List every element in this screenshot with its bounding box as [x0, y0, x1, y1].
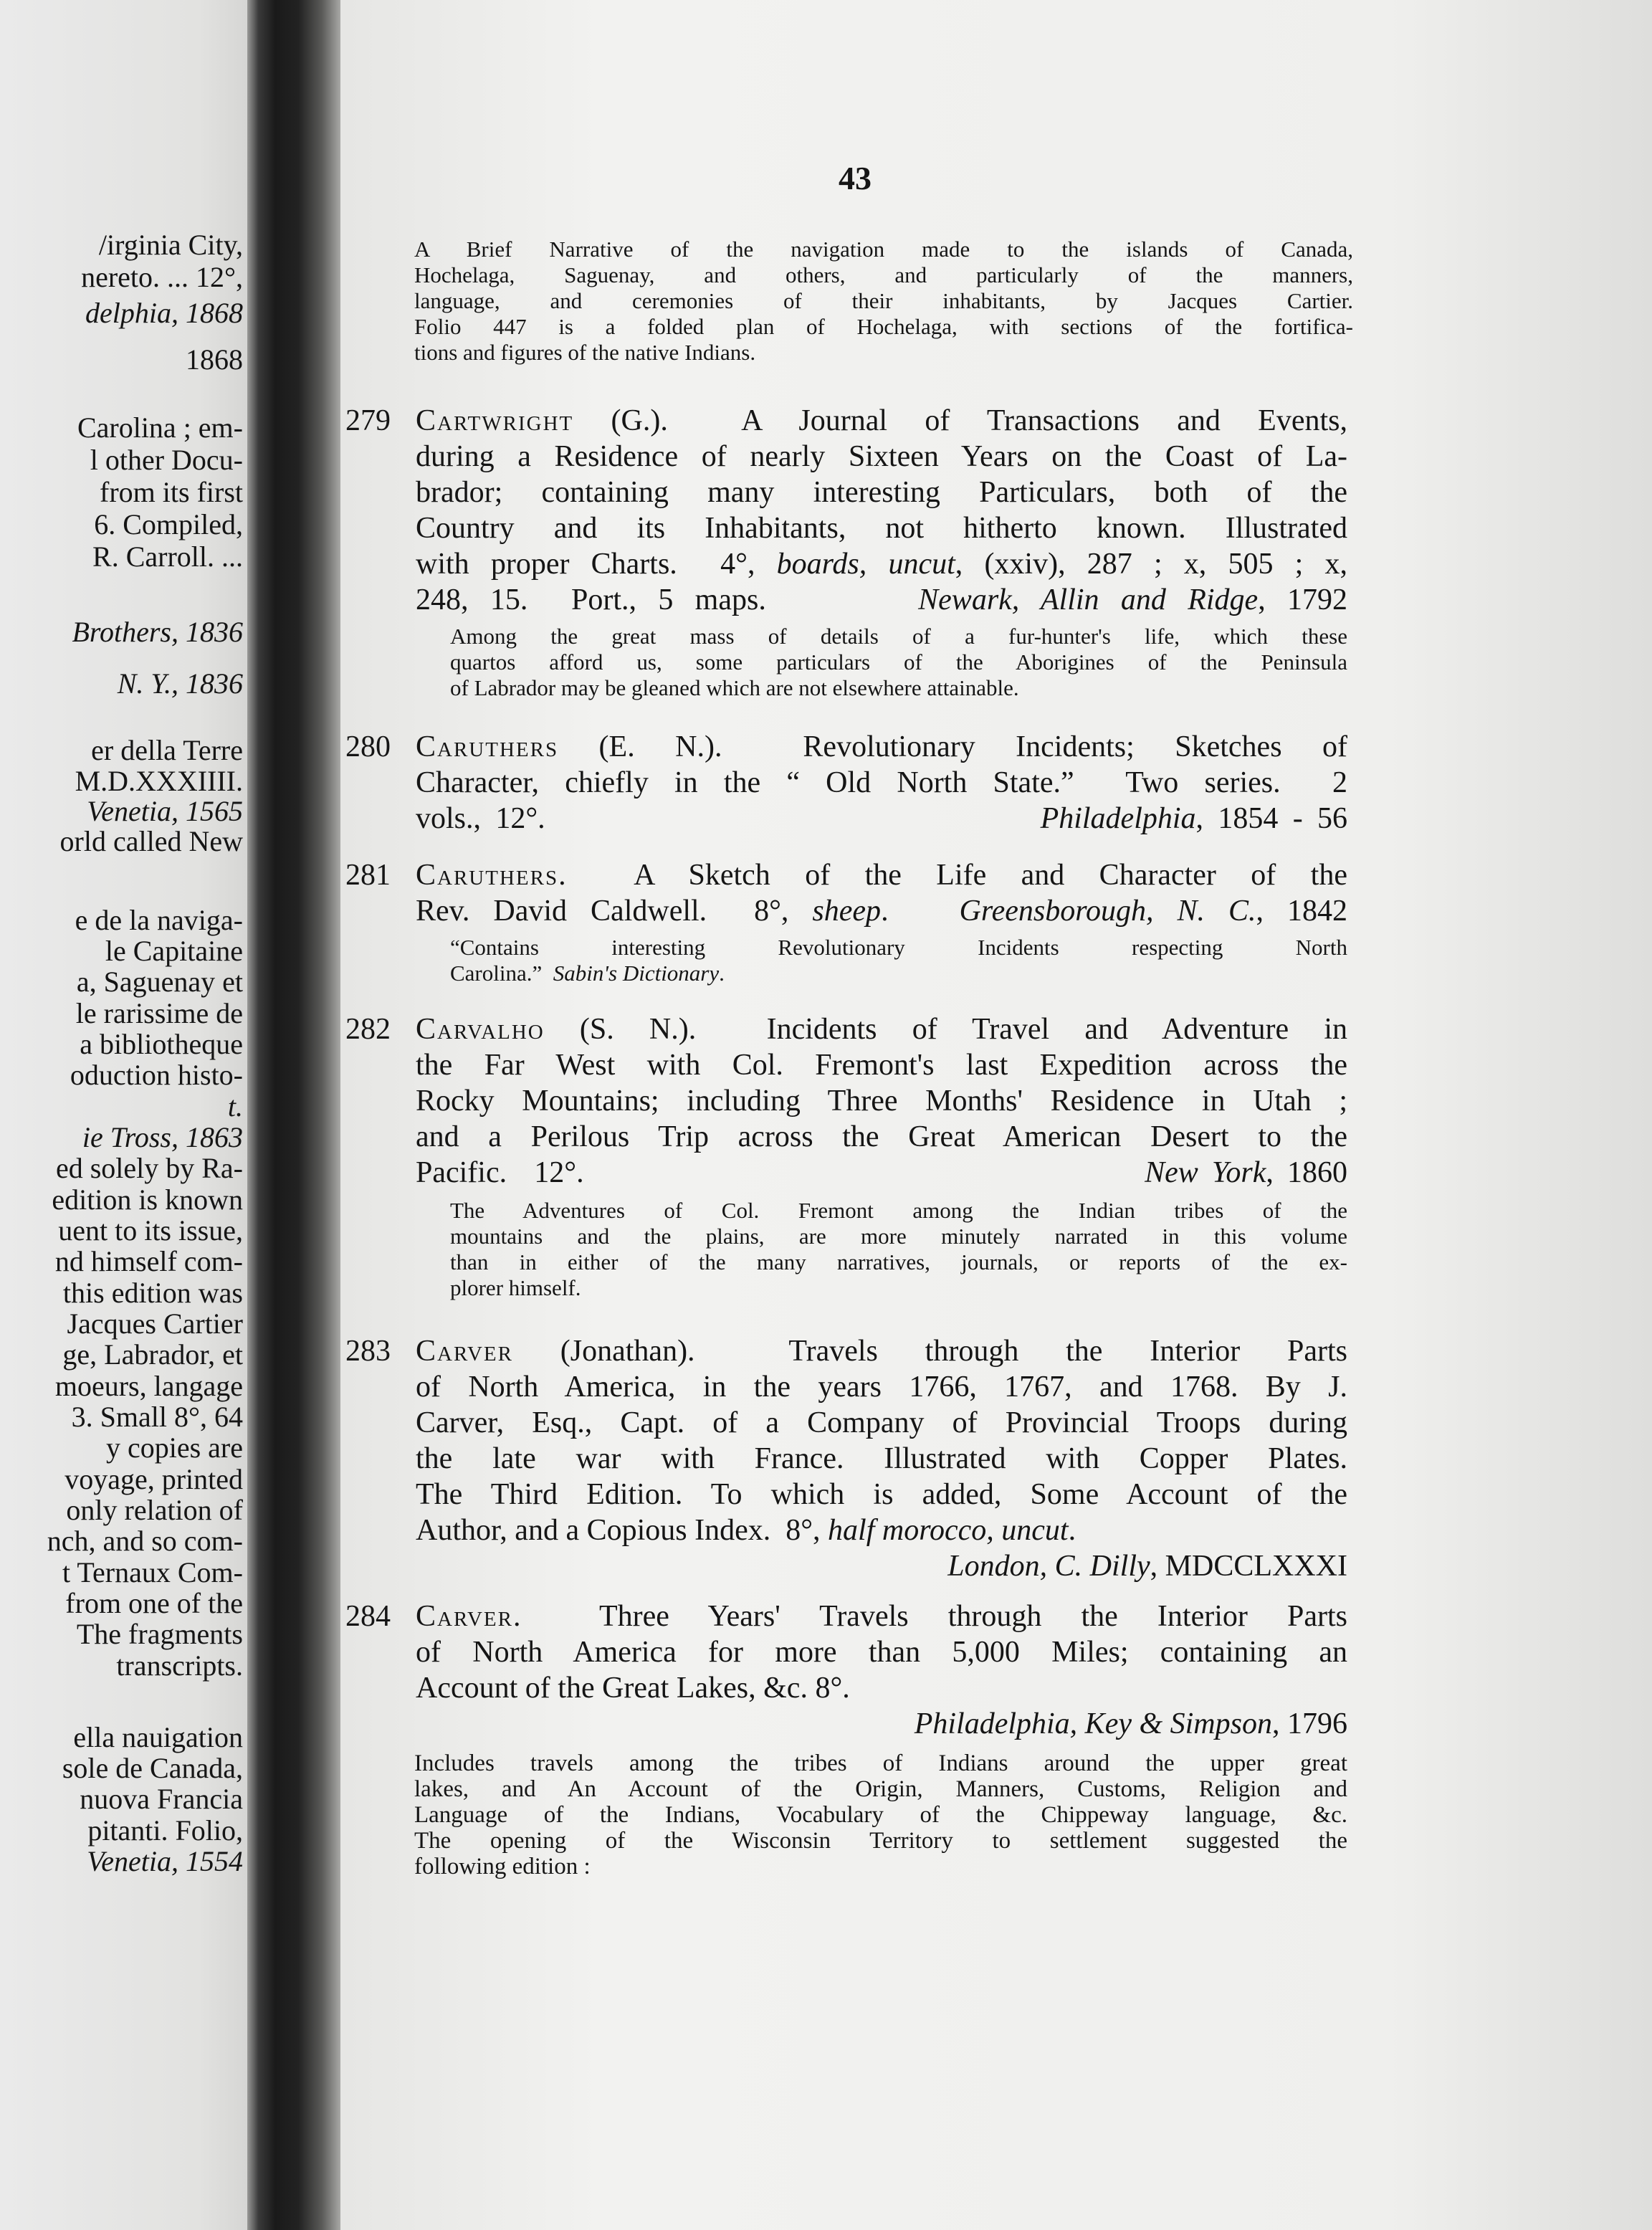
intro-note-line: A Brief Narrative of the navigation made to the islands of Canada,: [414, 237, 1353, 262]
left-page-line: N. Y., 1836: [117, 667, 243, 700]
entry-line: with proper Charts. 4°, boards, uncut, (xxiv), 287 ; x, 505 ; x,: [416, 548, 1347, 581]
entry-line: vols., 12°. Philadelphia, 1854 - 56: [416, 802, 1347, 835]
left-page-line: pitanti. Folio,: [87, 1814, 243, 1847]
entry-line: the late war with France. Illustrated with Copper Plates.: [416, 1442, 1347, 1475]
left-page-line: ge, Labrador, et: [62, 1338, 243, 1371]
left-page-line: 1868: [186, 343, 243, 376]
entry-line: and a Perilous Trip across the Great American Desert to the: [416, 1120, 1347, 1153]
left-page-line: nd himself com-: [54, 1245, 243, 1277]
left-page-line: 3. Small 8°, 64: [71, 1401, 243, 1433]
note-line: following edition :: [414, 1854, 591, 1879]
entry-line: of North America for more than 5,000 Miles; containing an: [416, 1636, 1347, 1669]
left-page-line: R. Carroll. ...: [92, 540, 243, 573]
note-line: lakes, and An Account of the Origin, Manners, Customs, Religion and: [414, 1776, 1347, 1802]
note-line: The opening of the Wisconsin Territory to settlement suggested the: [414, 1828, 1347, 1854]
entry-line: during a Residence of nearly Sixteen Years on the Coast of La-: [416, 440, 1347, 473]
left-page-line: 6. Compiled,: [94, 508, 243, 540]
catalog-entry-281: [416, 857, 1347, 929]
left-facing-page: [0, 0, 247, 2230]
catalog-entry-284: [416, 1598, 1347, 1742]
entry-number: 281: [345, 859, 391, 892]
left-page-line: le rarissime de: [75, 997, 243, 1029]
left-page-line: a, Saguenay et: [76, 966, 243, 998]
entry-line: Account of the Great Lakes, &c. 8°.: [416, 1672, 850, 1705]
left-page-line: uent to its issue,: [58, 1214, 243, 1247]
left-page-line: nereto. ... 12°,: [81, 261, 243, 293]
left-page-line: y copies are: [105, 1431, 243, 1464]
page-number: 43: [839, 160, 872, 196]
note-line: of Labrador may be gleaned which are not elsewhere attainable.: [450, 675, 1019, 700]
catalog-entry-279: [416, 403, 1347, 618]
entry-note: [450, 935, 1347, 986]
note-line: The Adventures of Col. Fremont among the Indian tribes of the: [450, 1198, 1347, 1223]
catalog-entry-282: [416, 1011, 1347, 1191]
left-page-line: e de la naviga-: [75, 904, 243, 936]
left-page-line: le Capitaine: [105, 935, 243, 967]
entry-line: Cartwright (G.). A Journal of Transactions and Events,: [416, 404, 1347, 437]
left-page-line: ie Tross, 1863: [82, 1121, 243, 1153]
entry-line: The Third Edition. To which is added, Some Account of the: [416, 1478, 1347, 1511]
left-page-line: orld called New: [59, 825, 243, 857]
entry-note: [450, 1198, 1347, 1301]
note-line: mountains and the plains, are more minutely narrated in this volume: [450, 1224, 1347, 1249]
entry-number: 282: [345, 1013, 391, 1046]
note-line: plorer himself.: [450, 1275, 581, 1300]
note-line: “Contains interesting Revolutionary Incidents respecting North: [450, 935, 1347, 960]
note-line: Among the great mass of details of a fur-hunter's life, which these: [450, 624, 1347, 649]
entry-number: 279: [345, 404, 391, 437]
note-line: quartos afford us, some particulars of the Aborigines of the Peninsula: [450, 649, 1347, 675]
left-page-line: oduction histo-: [70, 1059, 243, 1091]
left-page-line: Carolina ; em-: [77, 411, 243, 444]
left-page-line: delphia, 1868: [85, 297, 243, 329]
left-page-line: l other Docu-: [90, 444, 243, 476]
entry-line: Carver. Three Years' Travels through the Interior Parts: [416, 1600, 1347, 1633]
left-page-line: t Ternaux Com-: [62, 1556, 243, 1588]
catalog-entry-280: [416, 729, 1347, 837]
left-page-line: voyage, printed: [65, 1463, 243, 1495]
note-line: than in either of the many narratives, journals, or reports of the ex-: [450, 1249, 1347, 1274]
left-page-line: t.: [227, 1090, 243, 1123]
entry-line: brador; containing many interesting Particulars, both of the: [416, 476, 1347, 509]
book-gutter-shadow: [247, 0, 340, 2230]
left-page-line: from its first: [100, 476, 243, 508]
entry-line: Philadelphia, Key & Simpson, 1796: [914, 1707, 1347, 1740]
entry-line: Character, chiefly in the “ Old North State.” Two series. 2: [416, 766, 1347, 799]
entry-line: London, C. Dilly, MDCCLXXXI: [947, 1550, 1347, 1583]
entry-note: [414, 1750, 1347, 1879]
left-page-line: edition is known: [52, 1183, 243, 1216]
entry-line: the Far West with Col. Fremont's last Expedition across the: [416, 1049, 1347, 1082]
entry-note: [450, 624, 1347, 701]
left-page-line: ella nauigation: [73, 1721, 243, 1753]
intro-note-line: tions and figures of the native Indians.: [414, 340, 756, 365]
left-page-line: Jacques Cartier: [67, 1307, 243, 1340]
left-page-line: moeurs, langage: [54, 1370, 243, 1402]
note-line: Includes travels among the tribes of Indians around the upper great: [414, 1750, 1347, 1776]
entry-line: Carvalho (S. N.). Incidents of Travel and Adventure in: [416, 1013, 1347, 1046]
left-page-line: The fragments: [76, 1618, 243, 1650]
left-page-line: M.D.XXXIIII.: [75, 765, 243, 797]
note-line: Carolina.” Sabin's Dictionary.: [450, 961, 725, 986]
entry-line: Carver, Esq., Capt. of a Company of Provincial Troops during: [416, 1406, 1347, 1439]
entry-line: 248, 15. Port., 5 maps. Newark, Allin and Ridge, 1792: [416, 583, 1348, 616]
entry-line: Rev. David Caldwell. 8°, sheep. Greensborough, N. C., 1842: [416, 895, 1348, 928]
entry-number: 280: [345, 730, 391, 763]
left-page-line: transcripts.: [116, 1649, 243, 1682]
catalog-entry-283: [416, 1333, 1347, 1584]
entry-line: Carver (Jonathan). Travels through the Interior Parts: [416, 1335, 1347, 1368]
left-page-line: ed solely by Ra-: [55, 1152, 243, 1184]
entry-line: Caruthers. A Sketch of the Life and Character of the: [416, 859, 1347, 892]
left-page-line: a bibliotheque: [80, 1028, 243, 1060]
intro-note: [414, 237, 1353, 366]
left-page-line: nuova Francia: [80, 1783, 243, 1815]
note-line: Language of the Indians, Vocabulary of the Chippeway language, &c.: [414, 1802, 1347, 1828]
left-page-line: /irginia City,: [98, 229, 243, 261]
left-page-line: from one of the: [65, 1587, 243, 1619]
left-page-line: Brothers, 1836: [72, 616, 243, 648]
entry-line: Caruthers (E. N.). Revolutionary Incidents; Sketches of: [416, 730, 1347, 763]
entry-line: Country and its Inhabitants, not hitherto known. Illustrated: [416, 512, 1347, 545]
entry-number: 284: [345, 1600, 391, 1633]
left-page-line: nch, and so com-: [47, 1525, 243, 1557]
intro-note-line: language, and ceremonies of their inhabitants, by Jacques Cartier.: [414, 288, 1353, 313]
entry-line: Rocky Mountains; including Three Months' Residence in Utah ;: [416, 1085, 1347, 1118]
left-page-line: Venetia, 1565: [87, 795, 243, 827]
left-page-line: sole de Canada,: [62, 1752, 243, 1784]
entry-line: Author, and a Copious Index. 8°, half morocco, uncut.: [416, 1514, 1076, 1547]
left-page-line: er della Terre: [91, 734, 243, 766]
entry-line: of North America, in the years 1766, 1767, and 1768. By J.: [416, 1371, 1347, 1404]
left-page-line: this edition was: [62, 1277, 243, 1309]
entry-number: 283: [345, 1335, 391, 1368]
intro-note-line: Hochelaga, Saguenay, and others, and particularly of the manners,: [414, 262, 1353, 287]
left-page-line: only relation of: [66, 1494, 243, 1526]
intro-note-line: Folio 447 is a folded plan of Hochelaga, with sections of the fortifica-: [414, 314, 1353, 339]
entry-line: Pacific. 12°. New York, 1860: [416, 1156, 1347, 1189]
left-page-line: Venetia, 1554: [87, 1845, 243, 1877]
